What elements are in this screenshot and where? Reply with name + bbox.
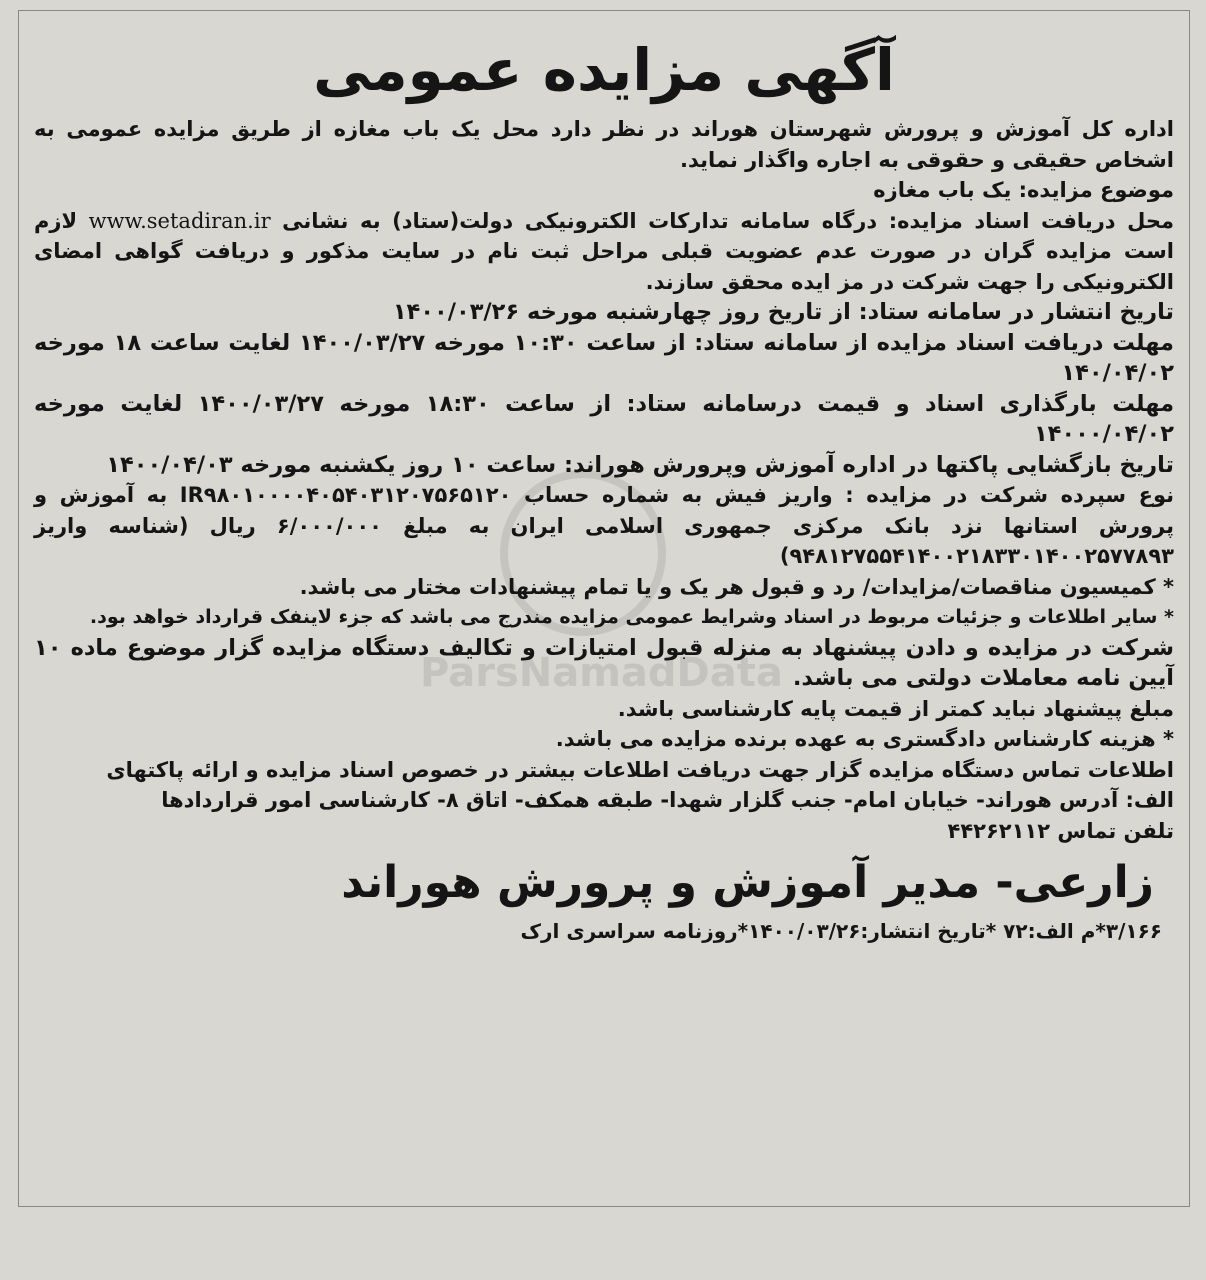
docs-location-text: محل دریافت اسناد مزایده: درگاه سامانه تدارکات الکترونیکی دولت(ستاد) به نشانی: [282, 208, 1174, 233]
website-link[interactable]: www.setadiran.ir: [88, 208, 271, 233]
docs-deadline: مهلت دریافت اسناد مزایده از سامانه ستاد: از ساعت ۱۰:۳۰ مورخه ۱۴۰۰/۰۳/۲۷ لغایت ساعت ۱۸ مورخه ۱۴۰/۰۴/۰۲: [34, 329, 1174, 386]
other-info-note: * سایر اطلاعات و جزئیات مربوط در اسناد وشرایط عمومی مزایده مندرج می باشد که جزء لاینفک قرارداد خواهد بود.: [89, 606, 1174, 628]
contact-address: الف: آدرس هوراند- خیابان امام- جنب گلزار شهدا- طبقه همکف- اتاق ۸- کارشناسی امور قراردادها: [161, 788, 1174, 812]
expert-fee-note: * هزینه کارشناس دادگستری به عهده برنده مزایده می باشد.: [555, 727, 1174, 751]
contact-phone: تلفن تماس ۴۴۲۶۲۱۱۲: [947, 818, 1174, 843]
auction-subject: موضوع مزایده: یک باب مغازه: [873, 178, 1174, 202]
docs-location: [34, 206, 1174, 298]
upload-deadline: مهلت بارگذاری اسناد و قیمت درسامانه ستاد: از ساعت ۱۸:۳۰ مورخه ۱۴۰۰/۰۳/۲۷ لغایت مورخه ۱۴۰۰۰/۰۴/۰۲: [34, 390, 1175, 447]
auction-notice: [34, 20, 1174, 1270]
contact-intro: اطلاعات تماس دستگاه مزایده گزار جهت دریافت اطلاعات بیشتر در خصوص اسناد مزایده و ارائه پاکتهای: [106, 757, 1174, 782]
publication-footer: ۳/۱۶۶*م الف:۷۲ *تاریخ انتشار:۱۴۰۰/۰۳/۲۶*روزنامه سراسری ارک: [520, 919, 1162, 943]
publish-date: تاریخ انتشار در سامانه ستاد: از تاریخ روز چهارشنبه مورخه ۱۴۰۰/۰۳/۲۶: [392, 299, 1174, 325]
intro-paragraph: اداره کل آموزش و پرورش شهرستان هوراند در نظر دارد محل یک باب مغازه از طریق مزایده عمومی به اشخاص حقیقی و حقوقی به اجاره واگذار نماید.: [34, 117, 1174, 172]
opening-date: تاریخ بازگشایی پاکتها در اداره آموزش وپرورش هوراند: ساعت ۱۰ روز یکشنبه مورخه ۱۴۰۰/۰۴/۰۳: [106, 451, 1174, 478]
registration-note: لازم است مزایده گران در صورت عدم عضویت قبلی مراحل ثبت نام در سایت مذکور و دریافت گواهی امضای الکترونیکی را جهت شرکت در مز ایده محقق سازند.: [34, 208, 1174, 294]
participation-note: شرکت در مزایده و دادن پیشنهاد به منزله قبول امتیازات و تکالیف دستگاه مزایده گزار موضوع ماده ۱۰ آیین نامه معاملات دولتی می باشد.: [34, 634, 1174, 691]
signature: زارعی- مدیر آموزش و پرورش هوراند: [341, 857, 1154, 908]
commission-note: * کمیسیون مناقصات/مزایدات/ رد و قبول هر یک و یا تمام پیشنهادات مختار می باشد.: [299, 574, 1174, 599]
deposit-info: نوع سپرده شرکت در مزایده : واریز فیش به شماره حساب IR۹۸۰۱۰۰۰۰۴۰۵۴۰۳۱۲۰۷۵۶۵۱۲۰ به آموزش و پرورش استانها نزد بانک مرکزی جمهوری اسلامی ایران به مبلغ ۶/۰۰۰/۰۰۰ ریال (شناسه واریز ۹۴۸۱۲۷۵۵۴۱۴۰۰۲۱۸۳۳۰۱۴۰۰۲۵۷۷۸۹۳): [34, 483, 1174, 568]
watermark-brand: ParsNamadData: [420, 650, 783, 696]
notice-title: آگهی مزایده عمومی: [313, 36, 895, 104]
min-price-note: مبلغ پیشنهاد نباید کمتر از قیمت پایه کارشناسی باشد.: [617, 696, 1174, 721]
